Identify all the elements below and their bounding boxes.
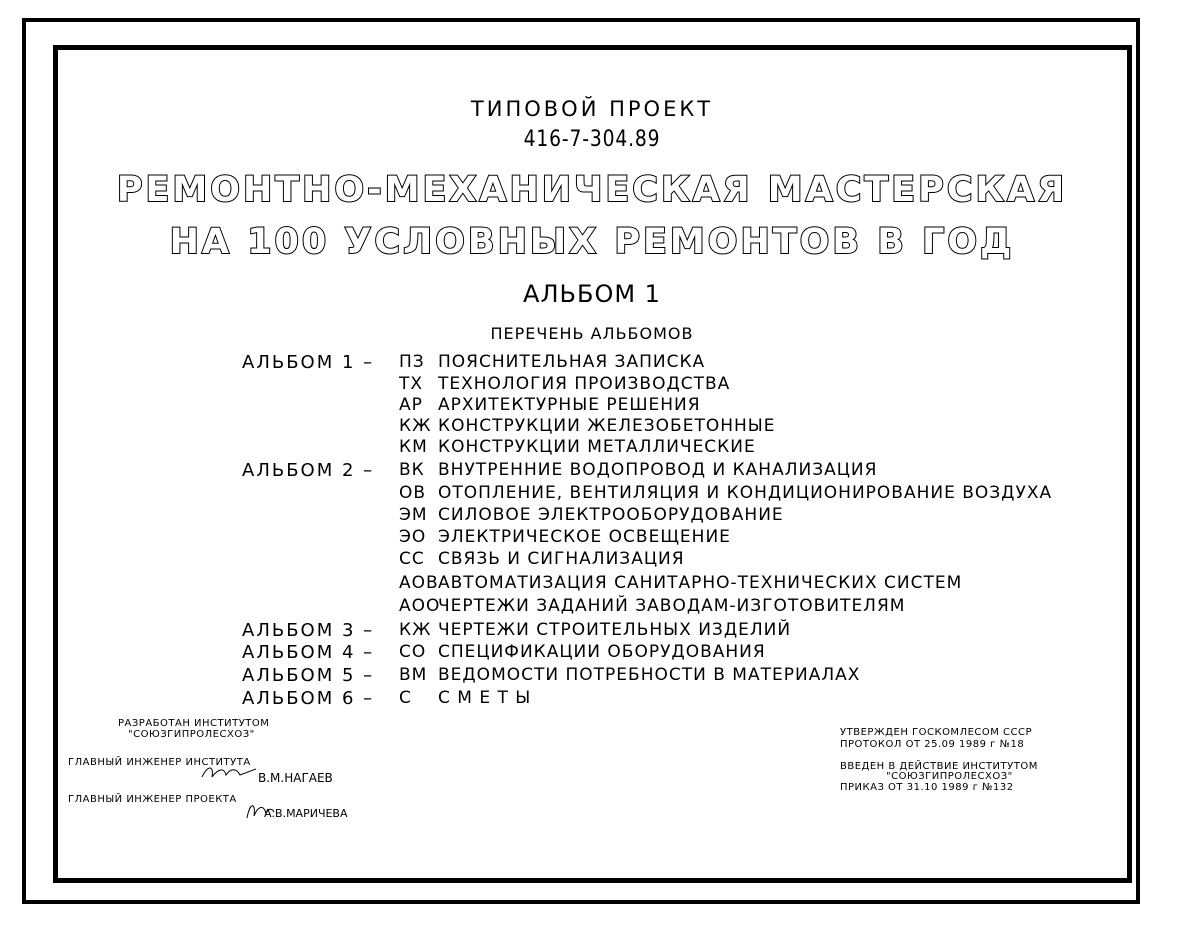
section-description: СПЕЦИФИКАЦИИ ОБОРУДОВАНИЯ: [438, 642, 766, 662]
section-code: ТХ: [399, 374, 424, 394]
section-description: СВЯЗЬ И СИГНАЛИЗАЦИЯ: [438, 549, 685, 569]
section-code: ПЗ: [399, 352, 425, 372]
album-label: АЛЬБОМ 3 –: [242, 620, 375, 641]
section-description: КОНСТРУКЦИИ ЖЕЛЕЗОБЕТОННЫЕ: [438, 416, 776, 436]
approval-line-2: ПРОТОКОЛ ОТ 25.09 1989 г №18: [840, 739, 1025, 750]
section-description: ЧЕРТЕЖИ ЗАДАНИЙ ЗАВОДАМ-ИЗГОТОВИТЕЛЯМ: [438, 596, 906, 616]
section-code: ЭМ: [399, 505, 428, 525]
section-description: ТЕХНОЛОГИЯ ПРОИЗВОДСТВА: [438, 374, 731, 394]
developer-line-1: РАЗРАБОТАН ИНСТИТУТОМ: [118, 718, 270, 729]
section-code: АОВ: [399, 573, 439, 593]
section-code: СС: [399, 549, 425, 569]
section-code: КЖ: [399, 416, 432, 436]
title-line-1: РЕМОНТНО-МЕХАНИЧЕСКАЯ МАСТЕРСКАЯ: [116, 170, 1068, 210]
section-code: СО: [399, 642, 427, 662]
approval-line-4: "СОЮЗГИПРОЛЕСХОЗ": [886, 771, 1013, 782]
section-description: ЧЕРТЕЖИ СТРОИТЕЛЬНЫХ ИЗДЕЛИЙ: [438, 620, 792, 640]
section-code: АР: [399, 395, 423, 415]
section-description: СИЛОВОЕ ЭЛЕКТРООБОРУДОВАНИЕ: [438, 505, 784, 525]
section-code: ОВ: [399, 483, 427, 503]
album-label: АЛЬБОМ 4 –: [242, 642, 375, 663]
section-description: КОНСТРУКЦИИ МЕТАЛЛИЧЕСКИЕ: [438, 437, 756, 457]
section-code: АОО: [399, 596, 441, 616]
section-description: ВЕДОМОСТИ ПОТРЕБНОСТИ В МАТЕРИАЛАХ: [438, 665, 861, 685]
section-description: ВНУТРЕННИЕ ВОДОПРОВОД И КАНАЛИЗАЦИЯ: [438, 460, 878, 480]
developer-line-2: "СОЮЗГИПРОЛЕСХОЗ": [128, 729, 255, 740]
album-heading: АЛЬБОМ 1: [523, 280, 661, 308]
section-code: КМ: [399, 437, 428, 457]
section-description: АРХИТЕКТУРНЫЕ РЕШЕНИЯ: [438, 395, 701, 415]
approval-line-1: УТВЕРЖДЕН ГОСКОМЛЕСОМ СССР: [840, 727, 1033, 738]
project-number: 416-7-304.89: [523, 127, 661, 152]
section-code: КЖ: [399, 620, 432, 640]
approval-line-5: ПРИКАЗ ОТ 31.10 1989 г №132: [840, 782, 1014, 793]
section-description: ЭЛЕКТРИЧЕСКОЕ ОСВЕЩЕНИЕ: [438, 527, 731, 547]
album-label: АЛЬБОМ 6 –: [242, 688, 375, 709]
series-label: ТИПОВОЙ ПРОЕКТ: [470, 97, 714, 121]
list-heading: ПЕРЕЧЕНЬ АЛЬБОМОВ: [490, 324, 694, 343]
album-label: АЛЬБОМ 5 –: [242, 665, 375, 686]
section-description: ПОЯСНИТЕЛЬНАЯ ЗАПИСКА: [438, 352, 706, 372]
section-code: ВМ: [399, 665, 428, 685]
section-description: ОТОПЛЕНИЕ, ВЕНТИЛЯЦИЯ И КОНДИЦИОНИРОВАНИЕ ВОЗДУХА: [438, 483, 1053, 503]
album-label: АЛЬБОМ 1 –: [242, 352, 375, 373]
section-description: АВТОМАТИЗАЦИЯ САНИТАРНО-ТЕХНИЧЕСКИХ СИСТЕМ: [438, 573, 963, 593]
chief-institute-role: ГЛАВНЫЙ ИНЖЕНЕР ИНСТИТУТА: [68, 757, 251, 768]
section-code: С: [399, 688, 412, 708]
section-code: ЭО: [399, 527, 427, 547]
section-description: С М Е Т Ы: [438, 688, 532, 708]
chief-project-role: ГЛАВНЫЙ ИНЖЕНЕР ПРОЕКТА: [68, 794, 237, 805]
chief-institute-name: В.М.НАГАЕВ: [258, 771, 333, 785]
album-label: АЛЬБОМ 2 –: [242, 460, 375, 481]
approval-line-3: ВВЕДЕН В ДЕЙСТВИЕ ИНСТИТУТОМ: [840, 761, 1038, 772]
signature-nagaev: [200, 763, 258, 783]
section-code: ВК: [399, 460, 425, 480]
chief-project-name: А.В.МАРИЧЕВА: [264, 807, 348, 820]
title-line-2: НА 100 УСЛОВНЫХ РЕМОНТОВ В ГОД: [169, 222, 1015, 262]
